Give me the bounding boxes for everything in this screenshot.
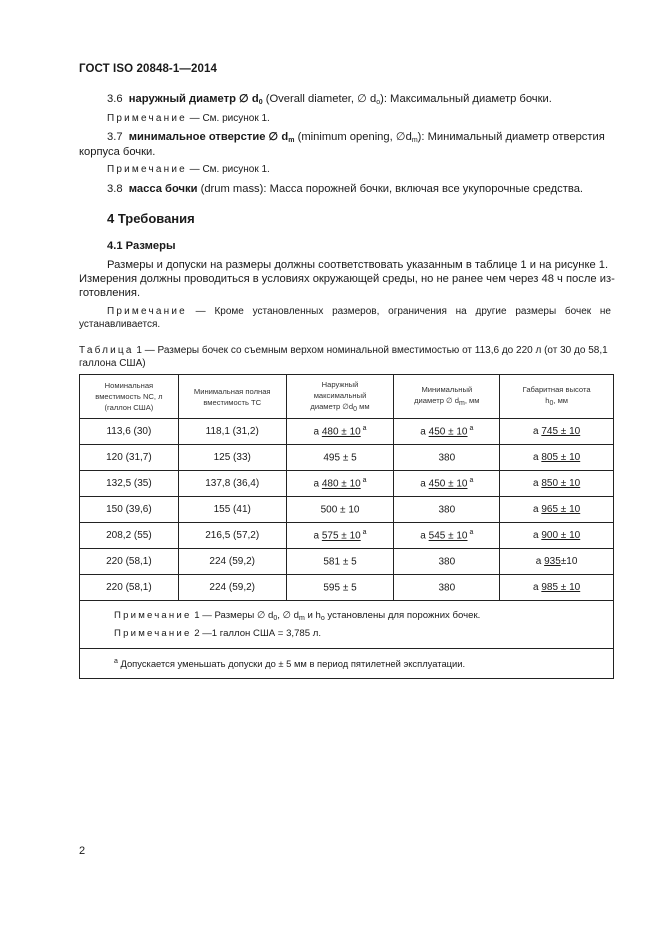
cell-min-capacity: 216,5 (57,2) [178, 523, 286, 549]
cell-nominal-capacity: 150 (39,6) [80, 497, 179, 523]
table-note-1: Примечание 1 — Размеры ∅ $d_0$, ∅ $d_m$ и $h_o$ установлены для порожних бочек. [114, 610, 481, 622]
table-row [80, 445, 614, 471]
cell-min-diameter: 380 [394, 575, 500, 601]
cell-min-capacity: 155 (41) [178, 497, 286, 523]
note-dimensions: Примечание — Кроме установленных размеров, ограничения на другие размеры бочек не [107, 306, 611, 317]
table-caption: Таблица 1 — Размеры бочек со съемным верхом номинальной вместимостью от 113,6 до 220 л (от 30 до 58,1 [79, 345, 608, 356]
cell-outer-diameter: 500 ± 10 [286, 497, 394, 523]
note-3-6: Примечание — См. рисунок 1. [107, 113, 270, 124]
cell-nominal-capacity: 220 (58,1) [80, 575, 179, 601]
note-dimensions-cont: устанавливается. [79, 319, 161, 330]
cell-height: а 965 ± 10 [500, 497, 614, 523]
cell-min-diameter: 380 [394, 445, 500, 471]
cell-height: а 745 ± 10 [500, 419, 614, 445]
table-row [80, 549, 614, 575]
cell-outer-diameter: а 480 ± 10 $^а$ [286, 419, 394, 445]
cell-min-diameter: а 545 ± 10 $^а$ [394, 523, 500, 549]
definition-3-7: 3.7 минимальное отверстие ∅ $d_m$ (minimum opening, $\emptyset d_m$): Минимальный диаметр отверстия [107, 131, 605, 144]
note-3-7: Примечание — См. рисунок 1. [107, 164, 270, 175]
cell-nominal-capacity: 132,5 (35) [80, 471, 179, 497]
cell-min-capacity: 224 (59,2) [178, 575, 286, 601]
table-note-2: Примечание 2 —1 галлон США = 3,785 л. [114, 628, 322, 639]
section-4-heading: 4 Требования [107, 211, 195, 226]
cell-min-capacity: 125 (33) [178, 445, 286, 471]
header-min-capacity: Минимальная полная вместимость TC [178, 375, 286, 419]
cell-height: а 850 ± 10 [500, 471, 614, 497]
cell-min-diameter: 380 [394, 549, 500, 575]
cell-height: а 900 ± 10 [500, 523, 614, 549]
table-header-row [80, 375, 614, 419]
cell-nominal-capacity: 113,6 (30) [80, 419, 179, 445]
paragraph-line-1: Размеры и допуски на размеры должны соответствовать указанным в таблице 1 и на рисунке 1. [107, 259, 609, 271]
cell-min-diameter: а 450 ± 10 $^а$ [394, 471, 500, 497]
definition-3-6: 3.6 наружный диаметр ∅ $d_0$ (Overall diameter, ∅ $d_o$): Максимальный диаметр бочки. [107, 93, 552, 106]
document-header: ГОСТ ISO 20848-1—2014 [79, 63, 217, 75]
header-outer-diameter: Наружный максимальный диаметр $\emptyset d_0$ мм [286, 375, 394, 419]
table-row [80, 497, 614, 523]
cell-height: а 935±10 [500, 549, 614, 575]
table-notes [80, 601, 614, 649]
cell-nominal-capacity: 120 (31,7) [80, 445, 179, 471]
cell-height: а 985 ± 10 [500, 575, 614, 601]
cell-min-capacity: 137,8 (36,4) [178, 471, 286, 497]
definition-3-8: 3.8 масса бочки (drum mass): Масса порожней бочки, включая все укупорочные средства. [107, 183, 584, 195]
table-row [80, 575, 614, 601]
cell-min-capacity: 224 (59,2) [178, 549, 286, 575]
paragraph-line-3: готовления. [79, 287, 141, 299]
header-min-diameter: Минимальный диаметр ∅ $d_m$, мм [394, 375, 500, 419]
header-nominal-capacity: Номинальная вместимость NC, л (галлон США) [80, 375, 179, 419]
section-4-1-heading: 4.1 Размеры [107, 240, 176, 252]
cell-min-diameter: а 450 ± 10 $^а$ [394, 419, 500, 445]
paragraph-line-2: Измерения должны проводиться в условиях окружающей среды, но не ранее чем через 48 ч после из- [79, 273, 615, 285]
cell-outer-diameter: 581 ± 5 [286, 549, 394, 575]
cell-min-diameter: 380 [394, 497, 500, 523]
cell-outer-diameter: а 575 ± 10 $^а$ [286, 523, 394, 549]
cell-outer-diameter: 595 ± 5 [286, 575, 394, 601]
cell-nominal-capacity: 208,2 (55) [80, 523, 179, 549]
table-notes-row [80, 601, 614, 649]
dimensions-table [79, 374, 614, 679]
table-row [80, 419, 614, 445]
table-caption-cont: галлона США) [79, 358, 146, 369]
cell-min-capacity: 118,1 (31,2) [178, 419, 286, 445]
cell-nominal-capacity: 220 (58,1) [80, 549, 179, 575]
table-footnote-row [80, 649, 614, 679]
cell-outer-diameter: а 480 ± 10 $^а$ [286, 471, 394, 497]
definition-3-7-cont: корпуса бочки. [79, 146, 156, 158]
table-row [80, 523, 614, 549]
header-height: Габаритная высота $h_0$, мм [500, 375, 614, 419]
cell-height: а 805 ± 10 [500, 445, 614, 471]
page-number: 2 [79, 845, 86, 857]
table-row [80, 471, 614, 497]
cell-outer-diameter: 495 ± 5 [286, 445, 394, 471]
table-footnote: $^а$ Допускается уменьшать допуски до ± 5 мм в период пятилетней эксплуатации. [80, 649, 614, 679]
